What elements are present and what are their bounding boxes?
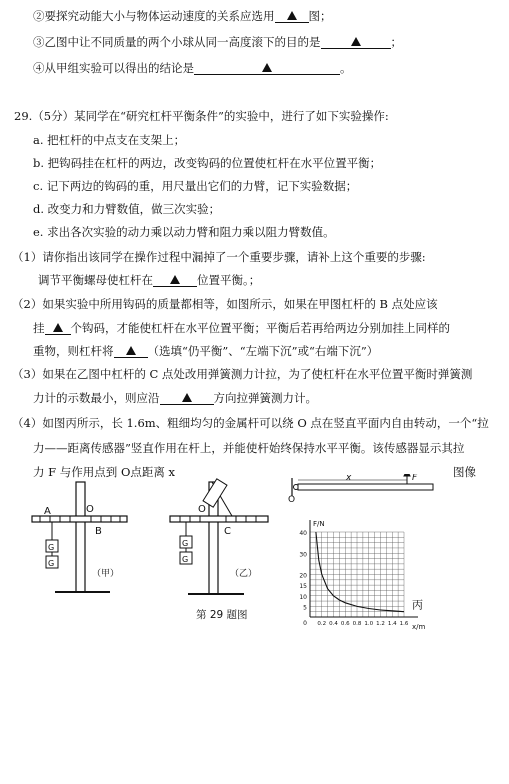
jia-caption: （甲） (92, 569, 120, 579)
answer-blank[interactable] (160, 390, 214, 405)
x-tick-label: 1.4 (387, 621, 397, 627)
step-e: e. 求出各次实验的动力乘以动力臂和阻力乘以阻力臂数值。 (33, 225, 335, 239)
q-line-2 (33, 8, 332, 23)
q-line-2-post: 图； (308, 9, 332, 23)
part4-line3-end: 图像 (453, 465, 476, 479)
x-tick-label: 1.6 (399, 621, 409, 627)
bing-rod (298, 484, 433, 490)
series-line (316, 532, 404, 612)
step-c: c. 记下两边的钩码的重，用尺量出它们的力臂，记下实验数据； (33, 179, 358, 193)
part1-post: 位置平衡。； (197, 273, 261, 287)
step-b: b. 把钩码挂在杠杆的两边，改变钩码的位置使杠杆在水平位置平衡； (33, 156, 382, 170)
answer-triangle-icon (351, 37, 361, 46)
part1-pre: 调节平衡螺母使杠杆在 (38, 273, 153, 287)
answer-triangle-icon (170, 275, 180, 284)
jia-label-o: O (86, 504, 94, 515)
part1-line2 (38, 272, 260, 287)
part4-line1: （4）如图丙所示，长 1.6m、粗细均匀的金属杆可以绕 O 点在竖直平面内自由转动，一个“拉 (12, 416, 489, 430)
q-line-3-pre: ③乙图中让不同质量的两个小球从同一高度滚下的目的是 (33, 35, 321, 49)
bing-label-x: x (346, 474, 352, 483)
jia-label-a: A (44, 506, 51, 517)
bing-caption: 丙 (412, 598, 423, 612)
part2-line3 (33, 343, 378, 358)
step-a: a. 把杠杆的中点支在支架上； (33, 133, 186, 147)
part2-pre: 挂 (33, 321, 45, 335)
x-axis-label: x/m (412, 623, 426, 631)
part4-line2: 力——距离传感器”竖直作用在杆上，并能使杆始终保持水平平衡。该传感器显示其拉 (33, 441, 465, 455)
bing-label-f: F (412, 474, 418, 483)
yi-weight-g: G (182, 555, 189, 564)
part3-line1: （3）如果在乙图中杠杆的 C 点处改用弹簧测力计拉，为了使杠杆在水平位置平衡时弹簧测 (12, 367, 473, 381)
q29-title: 29.（5分）某同学在“研究杠杆平衡条件”的实验中，进行了如下实验操作: (14, 109, 389, 123)
jia-weight-g: G (48, 559, 55, 568)
part2-line2 (33, 320, 450, 335)
q-line-3-post: ； (390, 35, 402, 49)
jia-label-b: B (95, 526, 102, 537)
part2-line3-pre: 重物，则杠杆将 (33, 344, 114, 358)
answer-triangle-icon (53, 323, 63, 332)
y-tick-label: 10 (299, 593, 307, 601)
answer-blank[interactable] (153, 272, 197, 287)
x-tick-label: 0.8 (352, 621, 362, 627)
x-tick-label: 1.0 (364, 621, 374, 627)
yi-caption: （乙） (230, 569, 258, 579)
figure-caption: 第 29 题图 (196, 609, 248, 621)
answer-triangle-icon (182, 393, 192, 402)
yi-spring-body (203, 479, 227, 507)
part2-line1: （2）如果实验中所用钩码的质量都相等，如图所示，如果在甲图杠杆的 B 点处应该 (12, 297, 438, 311)
part3-pre: 力计的示数最小，则应沿 (33, 391, 160, 405)
answer-blank[interactable] (275, 8, 309, 23)
y-tick-label: 20 (299, 572, 307, 580)
y-tick-label: 15 (299, 583, 307, 591)
origin-label: 0 (303, 620, 307, 627)
q-line-2-pre: ②要探究动能大小与物体运动速度的关系应选用 (33, 9, 275, 23)
answer-blank[interactable] (114, 343, 148, 358)
y-axis-label: F/N (313, 520, 325, 528)
answer-triangle-icon (287, 11, 297, 20)
part3-post: 方向拉弹簧测力计。 (213, 391, 317, 405)
q-line-4 (33, 60, 352, 75)
x-tick-label: 0.2 (317, 621, 327, 627)
yi-label-c: C (224, 526, 231, 537)
step-d: d. 改变力和力臂数值，做三次实验； (33, 202, 221, 216)
yi-label-o: O (198, 504, 206, 515)
q29-figure (0, 474, 509, 634)
bing-label-o: O (288, 495, 296, 505)
y-tick-label: 5 (303, 604, 307, 612)
part3-line2 (33, 390, 317, 405)
q-line-4-post: 。 (340, 61, 352, 75)
part2-line3-post: （选填“仍平衡”、“左端下沉”或“右端下沉”） (147, 344, 379, 358)
answer-triangle-icon (262, 63, 272, 72)
y-tick-label: 30 (299, 551, 307, 559)
q-line-4-pre: ④从甲组实验可以得出的结论是 (33, 61, 194, 75)
part1-line1: （1）请你指出该同学在操作过程中漏掉了一个重要步骤，请补上这个重要的步骤: (12, 250, 426, 264)
part2-post: 个钩码，才能使杠杆在水平位置平衡；平衡后若再给两边分别加挂上同样的 (70, 321, 450, 335)
answer-triangle-icon (126, 346, 136, 355)
jia-stand (76, 482, 85, 592)
answer-blank[interactable] (194, 60, 340, 75)
x-tick-label: 1.2 (376, 621, 385, 627)
q-line-3 (33, 34, 402, 49)
y-tick-label: 40 (299, 530, 307, 537)
yi-lever (170, 516, 268, 522)
jia-weight-g: G (48, 543, 55, 552)
answer-blank[interactable] (45, 320, 71, 335)
x-tick-label: 0.4 (329, 621, 338, 627)
yi-weight-g: G (182, 539, 189, 548)
answer-blank[interactable] (321, 34, 391, 49)
bing-chart (299, 520, 425, 631)
part4-line3-pre: 力 F 与作用点到 O点距离 x (33, 465, 176, 479)
x-tick-label: 0.6 (340, 621, 350, 627)
